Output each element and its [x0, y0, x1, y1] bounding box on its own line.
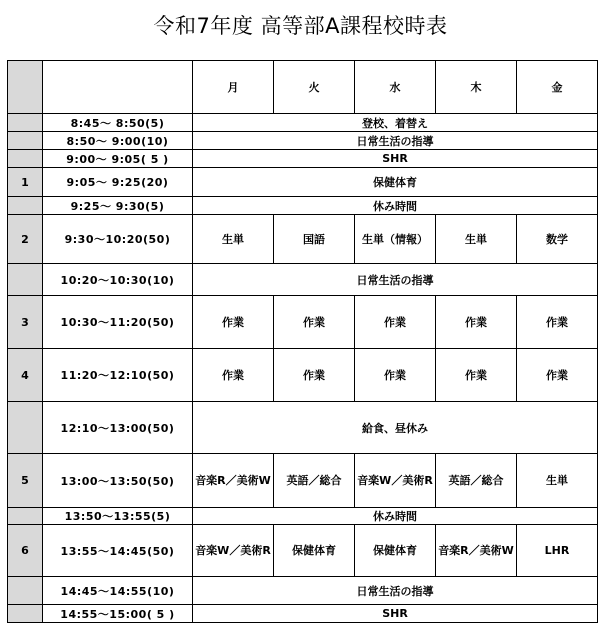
time-range: 9:00～ 9:05( 5 )	[43, 150, 193, 168]
time-range: 12:10～13:00(50)	[43, 402, 193, 454]
time-range: 14:55～15:00( 5 )	[43, 605, 193, 623]
header-period-cell	[8, 61, 43, 114]
table-row	[8, 454, 598, 508]
table-row	[8, 349, 598, 402]
period-number	[8, 605, 43, 623]
subject-cell: 作業	[517, 296, 598, 349]
subject-cell: 生単	[517, 454, 598, 508]
table-row	[8, 525, 598, 577]
time-range: 9:05～ 9:25(20)	[43, 168, 193, 197]
table-row	[8, 197, 598, 215]
subject-cell: 生単（情報）	[355, 215, 436, 264]
time-range: 13:50～13:55(5)	[43, 508, 193, 525]
page-title: 令和7年度 高等部A課程校時表	[153, 14, 448, 38]
time-range: 8:50～ 9:00(10)	[43, 132, 193, 150]
period-number	[8, 114, 43, 132]
all-days-cell: 休み時間	[193, 508, 598, 525]
subject-cell: 英語／総合	[436, 454, 517, 508]
day-header: 木	[436, 61, 517, 114]
time-range: 13:55～14:45(50)	[43, 525, 193, 577]
period-number	[8, 197, 43, 215]
subject-cell: 作業	[436, 296, 517, 349]
table-row	[8, 402, 598, 454]
period-number: 6	[8, 525, 43, 577]
time-range: 11:20～12:10(50)	[43, 349, 193, 402]
subject-cell: LHR	[517, 525, 598, 577]
all-days-cell: 日常生活の指導	[193, 264, 598, 296]
subject-cell: 作業	[517, 349, 598, 402]
table-row	[8, 132, 598, 150]
period-number	[8, 402, 43, 454]
table-row	[8, 114, 598, 132]
time-range: 8:45～ 8:50(5)	[43, 114, 193, 132]
period-number: 2	[8, 215, 43, 264]
subject-cell: 国語	[274, 215, 355, 264]
subject-cell: 作業	[193, 349, 274, 402]
table-row	[8, 168, 598, 197]
table-row	[8, 296, 598, 349]
timetable	[7, 60, 598, 623]
table-row	[8, 150, 598, 168]
all-days-cell: 給食、昼休み	[193, 402, 598, 454]
all-days-cell: 日常生活の指導	[193, 577, 598, 605]
all-days-cell: SHR	[193, 605, 598, 623]
subject-cell: 保健体育	[355, 525, 436, 577]
day-header: 火	[274, 61, 355, 114]
time-range: 10:20～10:30(10)	[43, 264, 193, 296]
time-range: 13:00～13:50(50)	[43, 454, 193, 508]
header-time-cell	[43, 61, 193, 114]
subject-cell: 保健体育	[274, 525, 355, 577]
period-number: 5	[8, 454, 43, 508]
table-row	[8, 508, 598, 525]
subject-cell: 作業	[355, 296, 436, 349]
period-number: 1	[8, 168, 43, 197]
subject-cell: 音楽W／美術R	[193, 525, 274, 577]
subject-cell: 音楽W／美術R	[355, 454, 436, 508]
subject-cell: 音楽R／美術W	[436, 525, 517, 577]
subject-cell: 作業	[355, 349, 436, 402]
time-range: 10:30～11:20(50)	[43, 296, 193, 349]
all-days-cell: 登校、着替え	[193, 114, 598, 132]
time-range: 14:45～14:55(10)	[43, 577, 193, 605]
subject-cell: 作業	[193, 296, 274, 349]
time-range: 9:25～ 9:30(5)	[43, 197, 193, 215]
period-number	[8, 577, 43, 605]
day-header: 金	[517, 61, 598, 114]
all-days-cell: 保健体育	[193, 168, 598, 197]
day-header: 月	[193, 61, 274, 114]
period-number	[8, 132, 43, 150]
subject-cell: 作業	[274, 296, 355, 349]
subject-cell: 数学	[517, 215, 598, 264]
subject-cell: 音楽R／美術W	[193, 454, 274, 508]
table-row	[8, 264, 598, 296]
header-row	[8, 61, 598, 114]
subject-cell: 生単	[436, 215, 517, 264]
period-number	[8, 150, 43, 168]
table-row	[8, 215, 598, 264]
subject-cell: 生単	[193, 215, 274, 264]
subject-cell: 作業	[436, 349, 517, 402]
time-range: 9:30～10:20(50)	[43, 215, 193, 264]
subject-cell: 英語／総合	[274, 454, 355, 508]
period-number	[8, 264, 43, 296]
period-number: 4	[8, 349, 43, 402]
subject-cell: 作業	[274, 349, 355, 402]
all-days-cell: SHR	[193, 150, 598, 168]
period-number	[8, 508, 43, 525]
period-number: 3	[8, 296, 43, 349]
all-days-cell: 日常生活の指導	[193, 132, 598, 150]
table-row	[8, 577, 598, 605]
day-header: 水	[355, 61, 436, 114]
table-row	[8, 605, 598, 623]
all-days-cell: 休み時間	[193, 197, 598, 215]
